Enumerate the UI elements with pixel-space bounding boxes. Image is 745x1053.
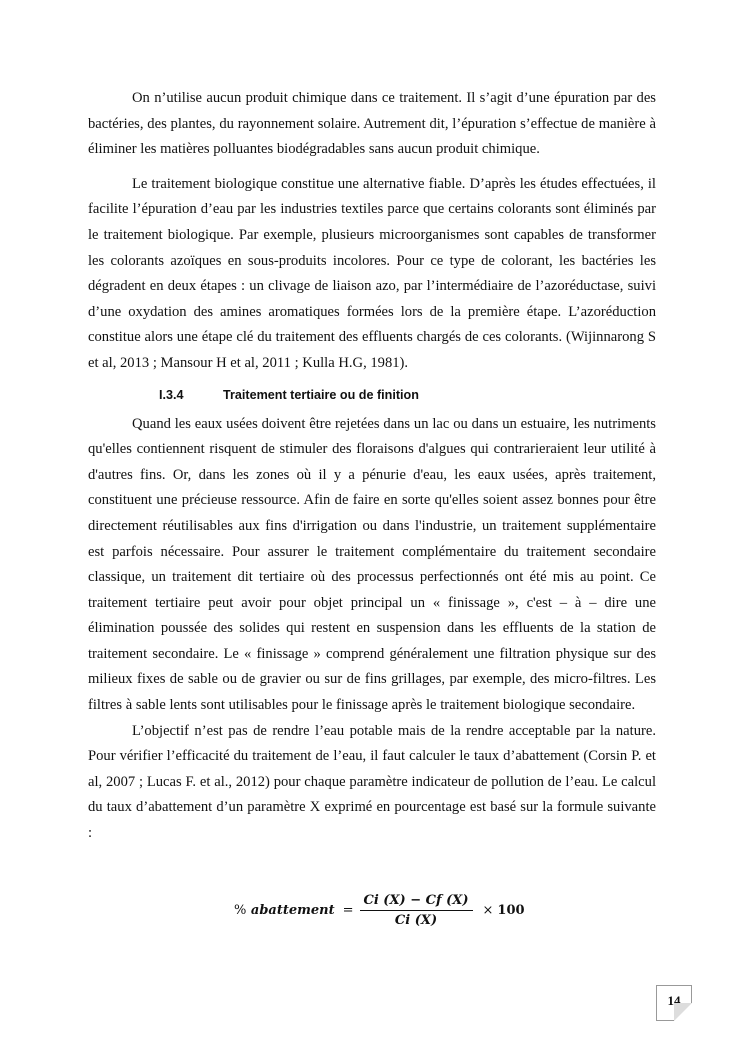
formula-denominator: Ci (X) [394, 913, 438, 928]
section-number: I.3.4 [159, 387, 184, 402]
formula-fraction [360, 893, 473, 928]
paragraph-abattement: L’objectif n’est pas de rendre l’eau potable mais de la rendre acceptable par la nature. Pour vérifier l’efficacité du traitement de l’eau, il faut calculer le taux d’abattement (Corsin P. et al, 2007 ; Lucas F. et al., 2012) pour chaque paramètre indicateur de pollution de l’eau. Le calcul du taux d’abattement d’un paramètre X exprimé en pourcentage est basé sur la formule suivante : [88, 722, 656, 842]
formula-factor: 100 [497, 903, 525, 918]
formula-lhs [234, 903, 335, 918]
formula-numerator: Ci (X) − Cf (X) [360, 893, 473, 911]
paragraph-biological-treatment: Le traitement biologique constitue une alternative fiable. D’après les études effectuées, il facilite l’épuration d’eau par les industries textiles parce que certains colorants sont éliminés par le traitement biologique. Par exemple, plusieurs microorganismes sont capables de transformer les colorants azoïques en sous-produits incolores. Pour ce type de colorant, les bactéries les dégradent en deux étapes : un clivage de liaison azo, par l’intermédiaire de l’azoréductase, suivi d’une oxydation des amines aromatiques formées lors de la première étape. L’azoréduction constitue alors une étape clé du traitement des effluents chargés de ces colorants. (Wijinnarong S et al, 2013 ; Mansour H et al, 2011 ; Kulla H.G, 1981). [88, 175, 656, 371]
abattement-formula [234, 893, 525, 928]
formula-lhs-label: abattement [250, 903, 335, 918]
formula-times: × [482, 903, 494, 918]
document-body [88, 86, 656, 847]
paragraph-chemical-free: On n’utilise aucun produit chimique dans ce traitement. Il s’agit d’une épuration par des bactéries, des plantes, du rayonnement solaire. Autrement dit, l’épuration s’effectue de manière à éliminer les matières polluantes biodégradables sans aucun produit chimique. [88, 90, 656, 158]
page-curl-icon [674, 1003, 692, 1021]
formula-percent-sign: % [234, 903, 247, 918]
page-number-label: 14 [667, 993, 681, 1008]
formula-equals: = [342, 903, 354, 918]
section-title: Traitement tertiaire ou de finition [223, 387, 419, 402]
paragraph-tertiary-treatment: Quand les eaux usées doivent être rejetées dans un lac ou dans un estuaire, les nutriments qu'elles contiennent risquent de stimuler des floraisons d'algues qui contrarieraient leur utilité à d'autres fins. Or, dans les zones où il y a pénurie d'eau, les eaux usées, après traitement, constituent une précieuse ressource. Afin de faire en sorte qu'elles soient assez bonnes pour être directement réutilisables aux fins d'irrigation ou dans l'industrie, un traitement supplémentaire est parfois nécessaire. Pour assurer le traitement complémentaire du traitement secondaire classique, un traitement dit tertiaire où des processus perfectionnés ont été mis au point. Ce traitement tertiaire peut avoir pour objet principal un « finissage », c'est – à – dire une élimination poussée des solides qui restent en suspension dans les effluents de la station de traitement secondaire. Le « finissage » comprend généralement une filtration physique sur des milieux fixes de sable ou de gravier ou sur de fins grillages, par exemple, des micro-filtres. Les filtres à sable lents sont utilisables pour le finissage après le traitement biologique secondaire. [88, 415, 656, 714]
section-heading [159, 384, 656, 406]
page-number [656, 985, 692, 1021]
